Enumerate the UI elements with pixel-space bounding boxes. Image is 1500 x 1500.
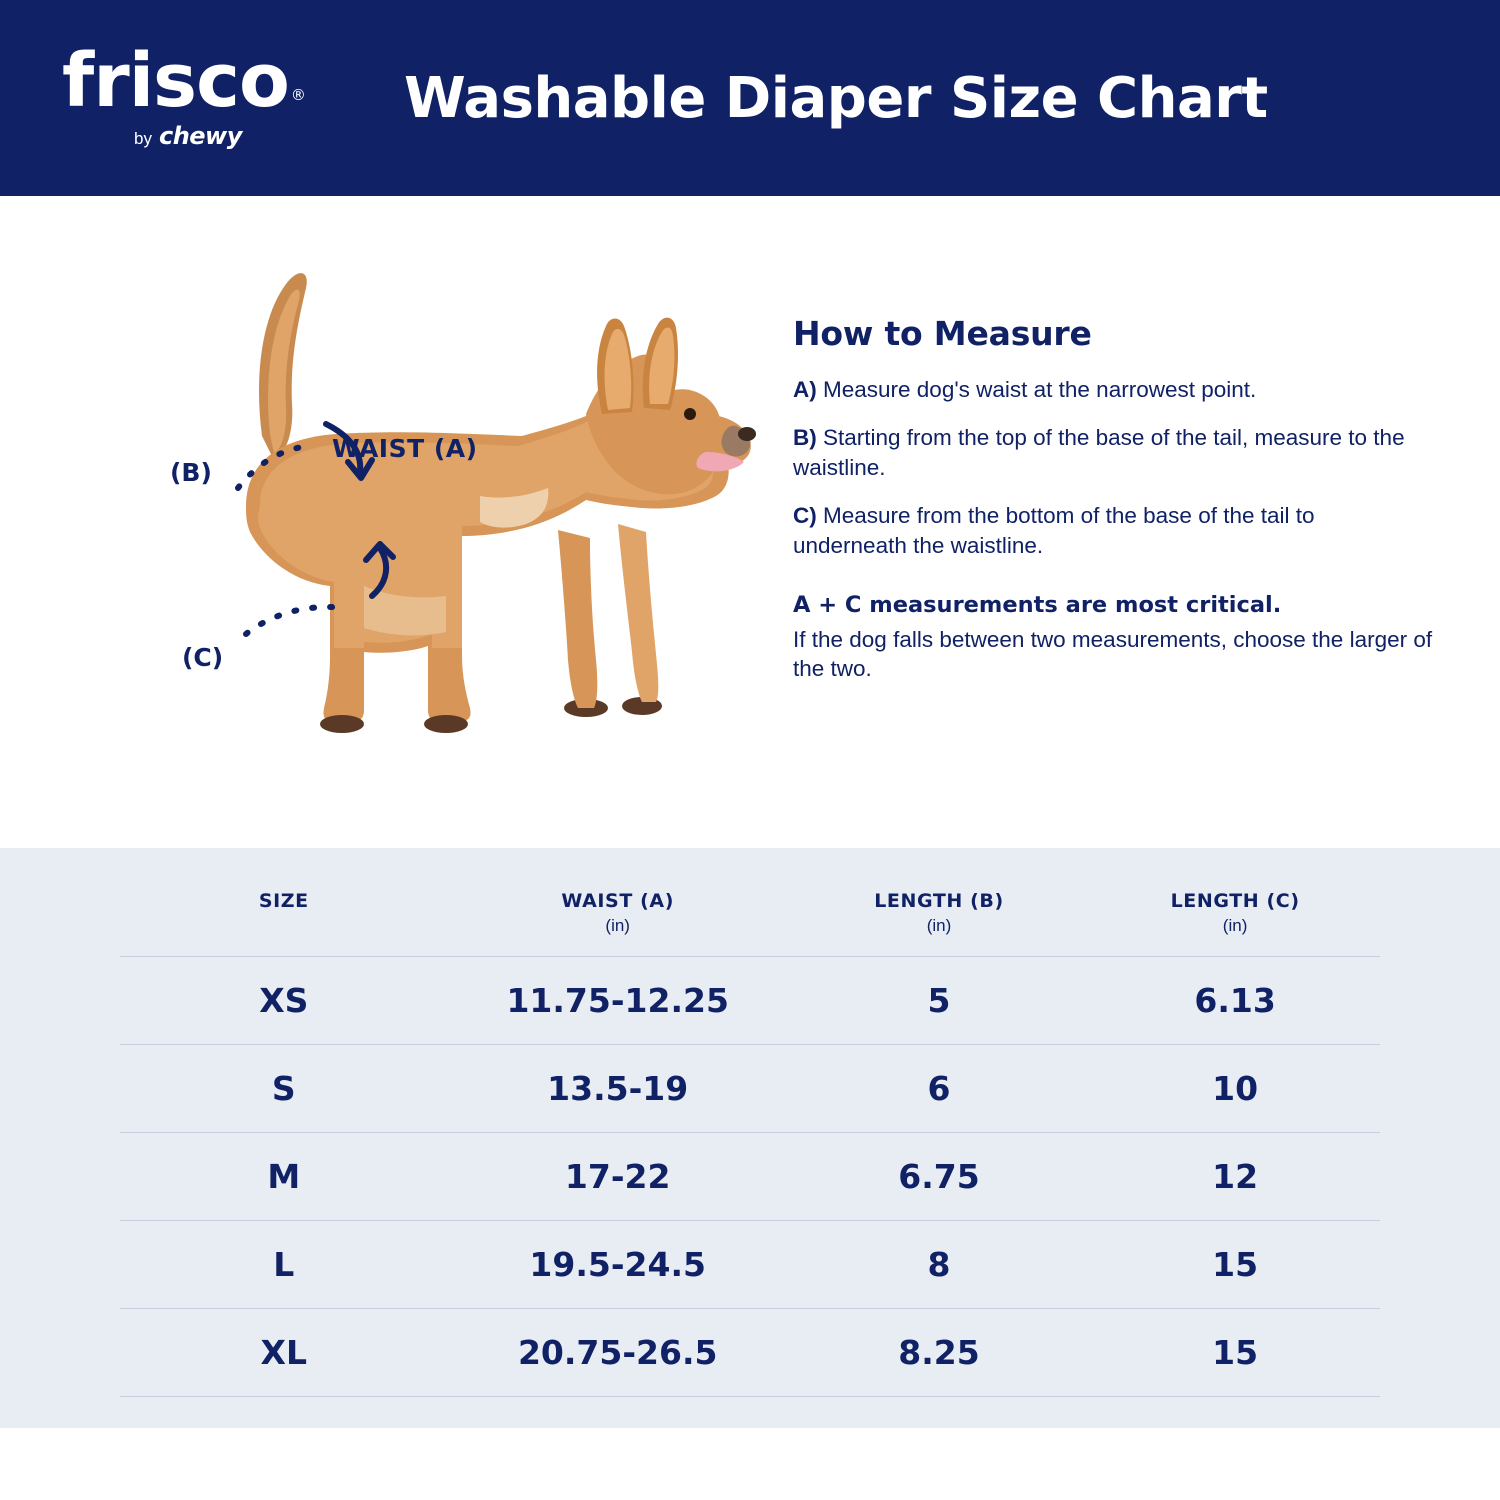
registered-trademark-icon: ®: [290, 85, 305, 104]
table-row: [120, 1133, 1380, 1221]
cell-length-c: 15: [1090, 1309, 1380, 1397]
cell-length-c: 15: [1090, 1221, 1380, 1309]
logo-by-text: by: [134, 129, 152, 149]
size-table-section: [0, 848, 1500, 1428]
dog-illustration-icon: [150, 256, 770, 756]
logo-byline: [134, 122, 242, 150]
measure-step-a-text: Measure dog's waist at the narrowest point.: [816, 377, 1257, 402]
page-title: Washable Diaper Size Chart: [404, 65, 1268, 131]
measure-step-c-text: Measure from the bottom of the base of the tail to underneath the waistline.: [793, 502, 1315, 558]
cell-waist: 19.5-24.5: [448, 1221, 788, 1309]
cell-length-b: 6.75: [788, 1133, 1090, 1221]
column-header-waist-label: WAIST (A): [561, 890, 674, 912]
how-to-measure-heading: How to Measure: [793, 314, 1092, 353]
critical-note: A + C measurements are most critical.: [793, 591, 1282, 618]
waist-label: WAIST (A): [332, 434, 478, 463]
length-b-label: (B): [170, 458, 212, 487]
cell-waist: 11.75-12.25: [448, 957, 788, 1045]
frisco-logo: [62, 37, 362, 151]
column-header-length-b: [788, 872, 1090, 957]
page-header: [0, 0, 1500, 196]
size-table: [120, 872, 1380, 1397]
measure-step-c: [793, 501, 1433, 561]
table-row: [120, 1309, 1380, 1397]
column-header-length-b-unit: (in): [926, 916, 952, 935]
column-header-waist: [448, 872, 788, 957]
cell-size: M: [120, 1133, 448, 1221]
cell-length-c: 6.13: [1090, 957, 1380, 1045]
size-table-head: [120, 872, 1380, 957]
cell-size: XS: [120, 957, 448, 1045]
cell-length-b: 6: [788, 1045, 1090, 1133]
cell-waist: 20.75-26.5: [448, 1309, 788, 1397]
measure-step-a: [793, 375, 1433, 405]
cell-length-c: 10: [1090, 1045, 1380, 1133]
table-header-row: [120, 872, 1380, 957]
column-header-length-b-label: LENGTH (B): [874, 890, 1004, 912]
logo-wordmark: [62, 37, 305, 124]
column-header-waist-unit: (in): [605, 916, 630, 935]
table-row: [120, 1221, 1380, 1309]
column-header-size: [120, 872, 448, 957]
measure-step-b: [793, 423, 1433, 483]
cell-waist: 17-22: [448, 1133, 788, 1221]
measure-step-b-letter: B): [793, 424, 817, 450]
table-row: [120, 1045, 1380, 1133]
cell-waist: 13.5-19: [448, 1045, 788, 1133]
how-to-measure: [793, 314, 1433, 702]
cell-length-c: 12: [1090, 1133, 1380, 1221]
cell-length-b: 5: [788, 957, 1090, 1045]
cell-length-b: 8: [788, 1221, 1090, 1309]
cell-size: XL: [120, 1309, 448, 1397]
size-table-body: [120, 957, 1380, 1397]
measure-step-a-letter: A): [793, 377, 817, 402]
logo-chewy-text: chewy: [158, 122, 242, 151]
cell-size: L: [120, 1221, 448, 1309]
rounding-note: If the dog falls between two measurements, choose the larger of the two.: [793, 626, 1433, 682]
dog-diagram: [150, 256, 770, 756]
length-c-label: (C): [182, 643, 224, 672]
cell-length-b: 8.25: [788, 1309, 1090, 1397]
logo-wordmark-text: frisco: [62, 37, 289, 124]
column-header-length-c-label: LENGTH (C): [1170, 890, 1300, 912]
column-header-length-c-unit: (in): [1222, 916, 1248, 935]
column-header-length-c: [1090, 872, 1380, 957]
cell-size: S: [120, 1045, 448, 1133]
measure-step-c-letter: C): [793, 502, 817, 528]
table-row: [120, 957, 1380, 1045]
measure-section: [0, 196, 1500, 848]
measure-step-b-text: Starting from the top of the base of the tail, measure to the waistline.: [793, 424, 1405, 480]
column-header-size-label: SIZE: [258, 890, 309, 912]
